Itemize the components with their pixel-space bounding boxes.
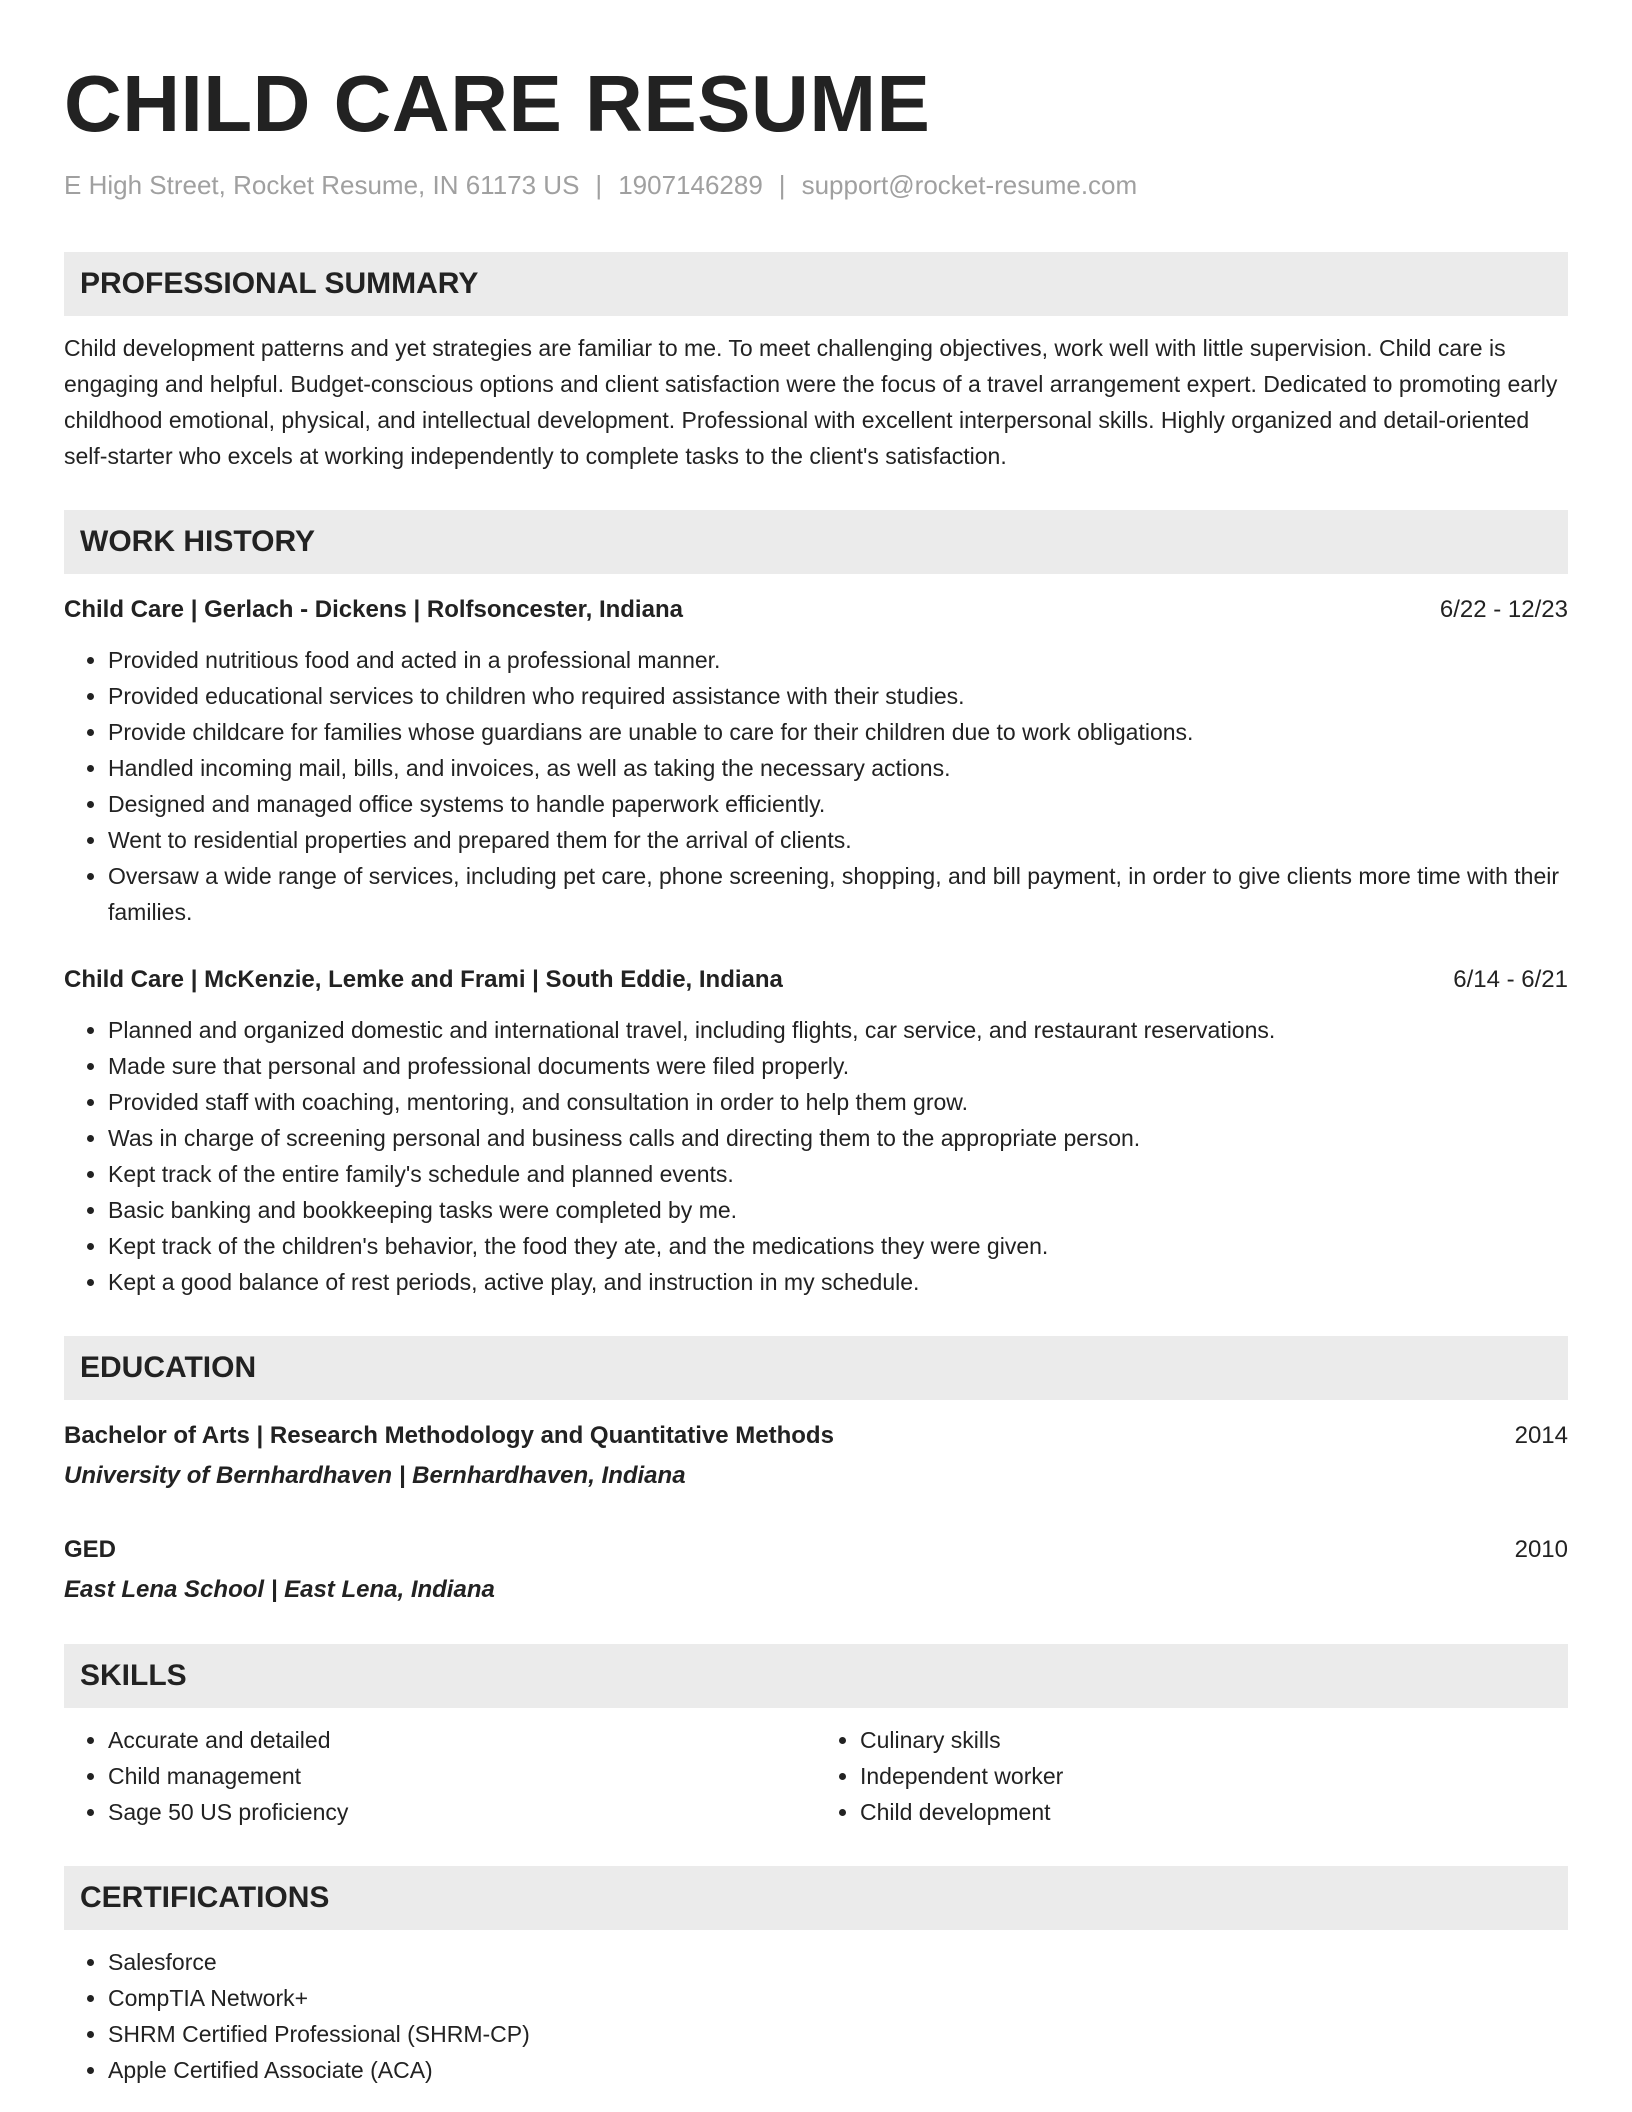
contact-separator: |	[595, 170, 603, 200]
job-bullet: • Kept track of the children's behavior, the food they ate, and the medications they were given.	[108, 1228, 1568, 1264]
certification-item: • Apple Certified Associate (ACA)	[108, 2052, 1568, 2088]
certifications-list	[64, 1944, 1568, 2088]
skill-item: • Sage 50 US proficiency	[108, 1794, 816, 1830]
certifications-heading: CERTIFICATIONS	[64, 1866, 1568, 1930]
job-title: Child Care | McKenzie, Lemke and Frami | South Eddie, Indiana	[64, 966, 783, 993]
education-heading: EDUCATION	[64, 1336, 1568, 1400]
job-bullet: • Kept track of the entire family's schedule and planned events.	[108, 1156, 1568, 1192]
skill-item: • Culinary skills	[860, 1722, 1568, 1758]
contact-phone: 1907146289	[618, 170, 763, 200]
job-bullet: • Provided educational services to children who required assistance with their studies.	[108, 678, 1568, 714]
skill-item: • Accurate and detailed	[108, 1722, 816, 1758]
contact-address: E High Street, Rocket Resume, IN 61173 US	[64, 170, 580, 200]
education-entry	[64, 1418, 1568, 1494]
job-bullet: • Handled incoming mail, bills, and invoices, as well as taking the necessary actions.	[108, 750, 1568, 786]
school-name: East Lena School | East Lena, Indiana	[64, 1576, 495, 1603]
degree-title: Bachelor of Arts | Research Methodology and Quantitative Methods	[64, 1422, 834, 1449]
job-date: 6/14 - 6/21	[1453, 966, 1568, 993]
degree-title: GED	[64, 1536, 117, 1563]
job-bullet: • Made sure that personal and professional documents were filed properly.	[108, 1048, 1568, 1084]
job-bullets	[64, 1012, 1568, 1300]
skills-column-right	[816, 1722, 1568, 1830]
job-entry	[64, 592, 1568, 930]
job-bullet: • Provided nutritious food and acted in a professional manner.	[108, 642, 1568, 678]
contact-email: support@rocket-resume.com	[801, 170, 1138, 200]
job-bullet: • Basic banking and bookkeeping tasks were completed by me.	[108, 1192, 1568, 1228]
summary-text: Child development patterns and yet strategies are familiar to me. To meet challenging objectives, work well with little supervision. Child care is engaging and helpful. Budget-conscious options and client satisfaction were the focus of a travel arrangement expert. Dedicated to promoting early childhood emotional, physical, and intellectual development. Professional with excellent interpersonal skills. Highly organized and detail-oriented self-starter who excels at working independently to complete tasks to the client's satisfaction.	[64, 335, 1558, 469]
skill-item: • Child development	[860, 1794, 1568, 1830]
skill-item: • Child management	[108, 1758, 816, 1794]
certification-item: • CompTIA Network+	[108, 1980, 1568, 2016]
summary-heading: PROFESSIONAL SUMMARY	[64, 252, 1568, 316]
education-year: 2014	[1514, 1422, 1568, 1449]
work-history-heading: WORK HISTORY	[64, 510, 1568, 574]
resume-name: CHILD CARE RESUME	[64, 59, 931, 148]
education-year: 2010	[1514, 1536, 1568, 1563]
job-bullet: • Provide childcare for families whose guardians are unable to care for their children due to work obligations.	[108, 714, 1568, 750]
job-bullet: • Went to residential properties and prepared them for the arrival of clients.	[108, 822, 1568, 858]
job-bullets	[64, 642, 1568, 930]
education-header	[64, 1418, 1568, 1454]
certification-item: • Salesforce	[108, 1944, 1568, 1980]
skills-column-left	[64, 1722, 816, 1830]
contact-separator: |	[778, 170, 786, 200]
job-bullet: • Was in charge of screening personal and business calls and directing them to the appropriate person.	[108, 1120, 1568, 1156]
job-date: 6/22 - 12/23	[1439, 596, 1568, 623]
job-header	[64, 592, 1568, 628]
skill-item: • Independent worker	[860, 1758, 1568, 1794]
education-header	[64, 1532, 1568, 1568]
contact-line	[64, 168, 1568, 202]
job-bullet: • Kept a good balance of rest periods, active play, and instruction in my schedule.	[108, 1264, 1568, 1300]
job-title: Child Care | Gerlach - Dickens | Rolfsoncester, Indiana	[64, 596, 683, 623]
job-header	[64, 962, 1568, 998]
job-bullet: • Provided staff with coaching, mentoring, and consultation in order to help them grow.	[108, 1084, 1568, 1120]
job-bullet: • Oversaw a wide range of services, including pet care, phone screening, shopping, and bill payment, in order to give clients more time with their families.	[108, 858, 1568, 930]
job-entry	[64, 962, 1568, 1300]
school-name: University of Bernhardhaven | Bernhardhaven, Indiana	[64, 1462, 686, 1489]
job-bullet: • Designed and managed office systems to handle paperwork efficiently.	[108, 786, 1568, 822]
job-bullet: • Planned and organized domestic and international travel, including flights, car service, and restaurant reservations.	[108, 1012, 1568, 1048]
certification-item: • SHRM Certified Professional (SHRM-CP)	[108, 2016, 1568, 2052]
skills-heading: SKILLS	[64, 1644, 1568, 1708]
education-entry	[64, 1532, 1568, 1608]
skills-grid	[64, 1722, 1568, 1830]
